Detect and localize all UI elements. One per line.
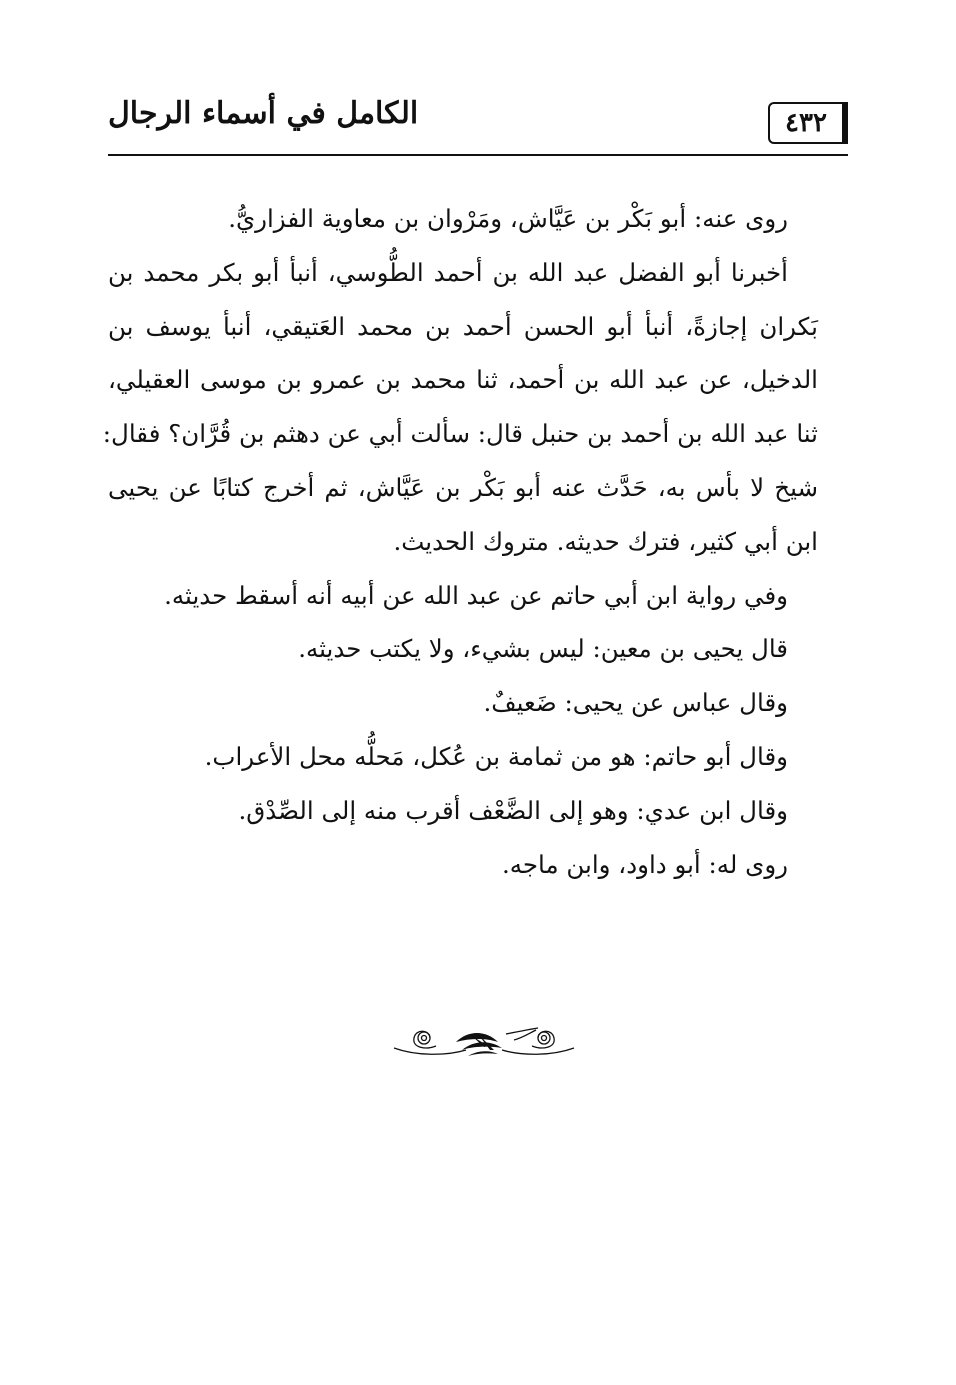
- main-text: [102, 192, 818, 891]
- text-line: روى له: أبو داود، وابن ماجه.: [501, 849, 788, 879]
- text-line: وفي رواية ابن أبي حاتم عن عبد الله عن أبيه أنه أسقط حديثه.: [164, 580, 788, 610]
- text-line: ثنا عبد الله بن أحمد بن حنبل قال: سألت أبي عن دهثم بن قُرَّان؟ فقال:: [102, 419, 818, 449]
- header-rule: [108, 154, 848, 156]
- floral-divider-ornament-icon: [386, 1020, 582, 1070]
- text-line: وقال عباس عن يحيى: ضَعيفٌ.: [483, 688, 788, 718]
- text-line: شيخ لا بأس به، حَدَّث عنه أبو بَكْر بن عَيَّاش، ثم أخرج كتابًا عن يحيى: [108, 472, 818, 502]
- page-number-box: [768, 102, 848, 144]
- text-line: الدخيل، عن عبد الله بن أحمد، ثنا محمد بن عمرو بن موسى العقيلي،: [108, 365, 818, 395]
- text-line: وقال أبو حاتم: هو من ثمامة بن عُكل، مَحلُّه محل الأعراب.: [204, 741, 788, 771]
- text-line: وقال ابن عدي: وهو إلى الضَّعْف أقرب منه إلى الصِّدْق.: [238, 795, 788, 825]
- text-line: بَكران إجازةً، أنبأ أبو الحسن أحمد بن محمد العَتيقي، أنبأ يوسف بن: [108, 311, 818, 341]
- text-line: روى عنه: أبو بَكْر بن عَيَّاش، ومَرْوان بن معاوية الفزاريُّ.: [228, 204, 788, 233]
- book-title: الكامل في أسماء الرجال: [108, 96, 419, 131]
- page-header: [108, 96, 848, 158]
- text-line: ابن أبي كثير، فترك حديثه. متروك الحديث.: [393, 526, 818, 556]
- text-line: قال يحيى بن معين: ليس بشيء، ولا يكتب حديثه.: [298, 634, 788, 664]
- text-line: أخبرنا أبو الفضل عبد الله بن أحمد الطُّوسي، أنبأ أبو بكر محمد بن: [108, 257, 788, 287]
- page-number: ٤٣٢: [785, 108, 827, 138]
